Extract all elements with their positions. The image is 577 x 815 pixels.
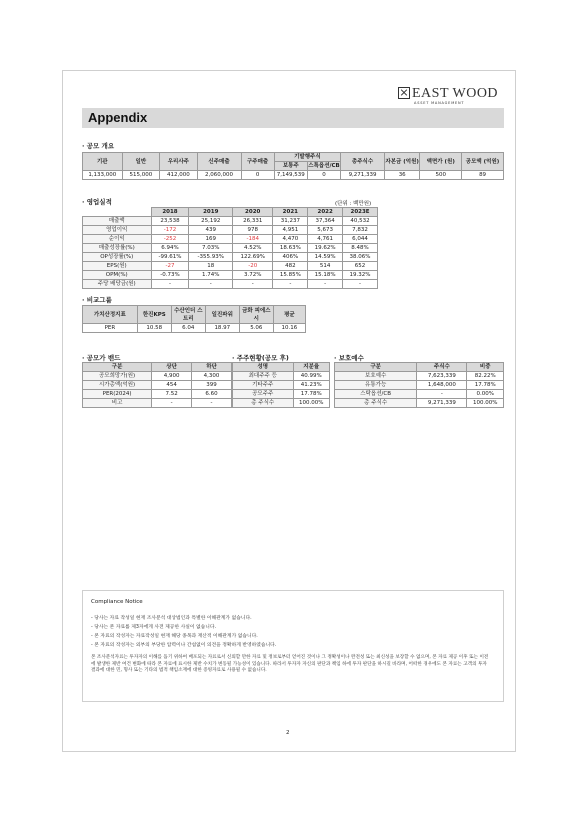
th-blank: [83, 208, 152, 217]
th-name: 성명: [233, 363, 294, 372]
th-lower: 하단: [192, 363, 232, 372]
operating-table: [82, 207, 378, 289]
notice-title: Compliance Notice: [91, 599, 143, 605]
table-cell: 1.74%: [189, 271, 233, 280]
table-row: [233, 399, 330, 408]
table-cell: -: [308, 280, 343, 289]
table-cell: 5.06: [239, 324, 273, 333]
table-cell: 7,623,339: [417, 372, 467, 381]
table-cell: 100.00%: [467, 399, 504, 408]
row-label: 순이익: [83, 235, 152, 244]
table-row: [335, 372, 504, 381]
table-row: [335, 390, 504, 399]
table-cell: -: [273, 280, 308, 289]
th-common-stock: 보통주: [274, 162, 307, 171]
table-cell: PER: [83, 324, 138, 333]
operating-title: · 영업실적: [82, 198, 112, 206]
peer-table: [82, 305, 306, 333]
table-row: [83, 399, 232, 408]
notice-disclaimer: 본 조사분석자료는 투자자의 이해를 돕기 위하여 배포되는 자료로서 신뢰할 만한 자료 및 정보로부터 얻어진 것이나 그 정확성이나 완전성 또는 최신성을 보장할 수 없으며, 본 자료 제공 이후 또는 이전에 발생한 제반 여건 변화에 따라 본 자료에 표시한 제반 수치가 변동될 가능성이 있습니다. 따라서 투자자 자신의 판단과 책임 하에 투자 판단을 하시길 바라며, 어떠한 경우에도 본 자료는 고객의 투자 결과에 대한 민, 형사 또는 기타의 법적 책임소재에 대한 증빙자료로 사용될 수 없습니다.: [91, 655, 489, 673]
table-cell: 14.59%: [308, 253, 343, 262]
table-cell: 7.03%: [189, 244, 233, 253]
row-label: 스탁옵션/CB: [335, 390, 417, 399]
table-cell: 439: [189, 226, 233, 235]
table-cell: 18: [189, 262, 233, 271]
table-row: [83, 390, 232, 399]
table-row: [233, 381, 330, 390]
th-peer: 일진파워: [205, 306, 239, 324]
table-cell: -: [189, 280, 233, 289]
table-cell: 8.48%: [343, 244, 378, 253]
logo-mark-icon: [398, 87, 410, 99]
table-cell: 500: [420, 171, 462, 180]
th-year: 2018: [151, 208, 189, 217]
table-cell: 18.63%: [273, 244, 308, 253]
table-cell: 406%: [273, 253, 308, 262]
unit-label: (단위 : 백만원): [335, 201, 372, 207]
table-cell: 4,300: [192, 372, 232, 381]
table-cell: -184: [233, 235, 273, 244]
table-cell: -: [343, 280, 378, 289]
table-row: [83, 262, 378, 271]
price-band-table: [82, 362, 232, 408]
table-cell: 6.60: [192, 390, 232, 399]
table-cell: 1,133,000: [83, 171, 123, 180]
compliance-notice: [82, 590, 504, 702]
table-cell: 4,900: [152, 372, 192, 381]
th-old-shares: 구주매출: [241, 153, 274, 171]
table-cell: 19.62%: [308, 244, 343, 253]
logo-subtext: ASSET MANAGEMENT: [414, 101, 465, 105]
table-cell: 412,000: [160, 171, 197, 180]
table-cell: -252: [151, 235, 189, 244]
table-cell: 82.22%: [467, 372, 504, 381]
notice-line: - 본 자료의 작성자는 자료작성일 현재 해당 종목과 재산적 이해관계가 없습니다.: [91, 634, 258, 639]
th-par-value: 액면가 (원): [420, 153, 462, 171]
th-upper: 상단: [152, 363, 192, 372]
th-weight: 비중: [467, 363, 504, 372]
table-row: [83, 280, 378, 289]
table-cell: 9,271,339: [417, 399, 467, 408]
notice-line: - 당사는 본 자료를 제3자에게 사전 제공한 사실이 없습니다.: [91, 625, 217, 630]
table-cell: 100.00%: [293, 399, 330, 408]
th-year: 2020: [233, 208, 273, 217]
th-general: 일반: [122, 153, 159, 171]
row-label: 기타주주: [233, 381, 294, 390]
row-label: 유통가능: [335, 381, 417, 390]
table-cell: 41.23%: [293, 381, 330, 390]
table-row: [233, 390, 330, 399]
table-cell: 9,271,339: [341, 171, 385, 180]
table-cell: 17.78%: [467, 381, 504, 390]
table-cell: 31,237: [273, 217, 308, 226]
company-logo: [398, 86, 499, 105]
th-category: 구분: [83, 363, 152, 372]
table-cell: 18.97: [205, 324, 239, 333]
th-stock-option: 스톡옵션/CB: [308, 163, 340, 169]
table-cell: 7.52: [152, 390, 192, 399]
protect-title: · 보호예수: [334, 354, 364, 362]
table-cell: -: [417, 390, 467, 399]
table-cell: 40.99%: [293, 372, 330, 381]
row-label: 비고: [83, 399, 152, 408]
row-label: 총 주식수: [233, 399, 294, 408]
table-cell: 15.18%: [308, 271, 343, 280]
table-row: [83, 244, 378, 253]
row-label: OP성장률(%): [83, 253, 152, 262]
table-cell: -: [233, 280, 273, 289]
table-cell: 0.00%: [467, 390, 504, 399]
table-row: [233, 372, 330, 381]
row-label: 매출액: [83, 217, 152, 226]
band-title: · 공모가 밴드: [82, 354, 121, 362]
th-peer: 금화 피에스시: [239, 306, 273, 324]
page-title: Appendix: [88, 110, 148, 125]
notice-line: - 당사는 자료 작성일 현재 조사분석 대상법인과 특별한 이해관계가 없습니다.: [91, 616, 252, 621]
table-row: [83, 217, 378, 226]
th-year: 2023E: [343, 208, 378, 217]
table-cell: 89: [462, 171, 504, 180]
table-cell: 482: [273, 262, 308, 271]
table-cell: 38.06%: [343, 253, 378, 262]
table-cell: 0: [241, 171, 274, 180]
table-cell: -355.93%: [189, 253, 233, 262]
table-cell: 25,192: [189, 217, 233, 226]
row-label: 공모희망가(원): [83, 372, 152, 381]
table-cell: 6.04: [171, 324, 205, 333]
th-issued-shares: 기발행주식: [274, 153, 340, 162]
table-cell: 4,761: [308, 235, 343, 244]
table-cell: 4.52%: [233, 244, 273, 253]
table-row: [83, 381, 232, 390]
th-institution: 기관: [83, 153, 123, 171]
table-cell: 652: [343, 262, 378, 271]
table-cell: -172: [151, 226, 189, 235]
th-offer-amount: 공모액 (억원): [462, 153, 504, 171]
table-cell: 6.94%: [151, 244, 189, 253]
th-average: 평균: [273, 306, 305, 324]
table-cell: 17.78%: [293, 390, 330, 399]
table-cell: 515,000: [122, 171, 159, 180]
table-cell: -0.73%: [151, 271, 189, 280]
holders-title: · 주주현황(공모 후): [232, 354, 289, 362]
row-label: 최대주주 등: [233, 372, 294, 381]
table-row: [335, 381, 504, 390]
th-peer: 한진KPS: [137, 306, 171, 324]
th-year: 2021: [273, 208, 308, 217]
table-row: [83, 226, 378, 235]
table-cell: 122.69%: [233, 253, 273, 262]
table-cell: 26,331: [233, 217, 273, 226]
table-cell: 10.58: [137, 324, 171, 333]
row-label: EPS(원): [83, 262, 152, 271]
row-label: OPM(%): [83, 271, 152, 280]
table-cell: 40,532: [343, 217, 378, 226]
table-row: [335, 399, 504, 408]
table-cell: 5,673: [308, 226, 343, 235]
th-category: 구분: [335, 363, 417, 372]
row-label: 보호예수: [335, 372, 417, 381]
table-cell: 10.16: [273, 324, 305, 333]
table-cell: 19.32%: [343, 271, 378, 280]
lockup-table: [334, 362, 504, 408]
th-metric: 가치산정지표: [83, 306, 138, 324]
table-cell: -: [192, 399, 232, 408]
table-row: [83, 253, 378, 262]
table-cell: 169: [189, 235, 233, 244]
table-cell: 2,060,000: [197, 171, 241, 180]
th-new-shares: 신주매출: [197, 153, 241, 171]
table-cell: 514: [308, 262, 343, 271]
th-ratio: 지분율: [293, 363, 330, 372]
row-label: 총 주식수: [335, 399, 417, 408]
row-label: PER(2024): [83, 390, 152, 399]
row-label: 공모주주: [233, 390, 294, 399]
table-cell: 978: [233, 226, 273, 235]
table-cell: 15.85%: [273, 271, 308, 280]
table-row: [83, 235, 378, 244]
th-year: 2022: [308, 208, 343, 217]
th-shares: 주식수: [417, 363, 467, 372]
row-label: 시가총액(억원): [83, 381, 152, 390]
page-number: 2: [286, 730, 290, 736]
th-employee: 우리사주: [160, 153, 197, 171]
table-row: [83, 372, 232, 381]
table-cell: -99.61%: [151, 253, 189, 262]
table-cell: -: [152, 399, 192, 408]
table-cell: 399: [192, 381, 232, 390]
row-label: 매출성장률(%): [83, 244, 152, 253]
table-cell: 0: [307, 171, 340, 180]
table-cell: -: [151, 280, 189, 289]
row-label: 주당 배당금(원): [83, 280, 152, 289]
table-cell: -27: [151, 262, 189, 271]
table-cell: 4,951: [273, 226, 308, 235]
ipo-overview-title: · 공모 개요: [82, 142, 115, 150]
table-cell: 6,044: [343, 235, 378, 244]
th-peer: 수산인더 스트리: [171, 306, 205, 324]
table-cell: 37,364: [308, 217, 343, 226]
table-cell: -20: [233, 262, 273, 271]
table-cell: 36: [385, 171, 420, 180]
table-cell: 3.72%: [233, 271, 273, 280]
th-total-shares: 총주식수: [341, 153, 385, 171]
row-label: 영업이익: [83, 226, 152, 235]
table-cell: 7,832: [343, 226, 378, 235]
table-cell: 7,149,539: [274, 171, 307, 180]
table-cell: 454: [152, 381, 192, 390]
th-year: 2019: [189, 208, 233, 217]
notice-line: - 본 자료의 작성자는 외부의 부당한 압력이나 간섭없이 의견을 정확하게 반영하였습니다.: [91, 643, 277, 648]
table-cell: 4,470: [273, 235, 308, 244]
peer-title: · 비교그룹: [82, 296, 112, 304]
logo-text: EAST WOOD: [412, 86, 499, 101]
ipo-overview-table: [82, 152, 504, 180]
table-cell: 23,538: [151, 217, 189, 226]
table-cell: 1,648,000: [417, 381, 467, 390]
table-row: [83, 271, 378, 280]
holders-table: [232, 362, 330, 408]
th-capital: 자본금 (억원): [385, 153, 420, 171]
